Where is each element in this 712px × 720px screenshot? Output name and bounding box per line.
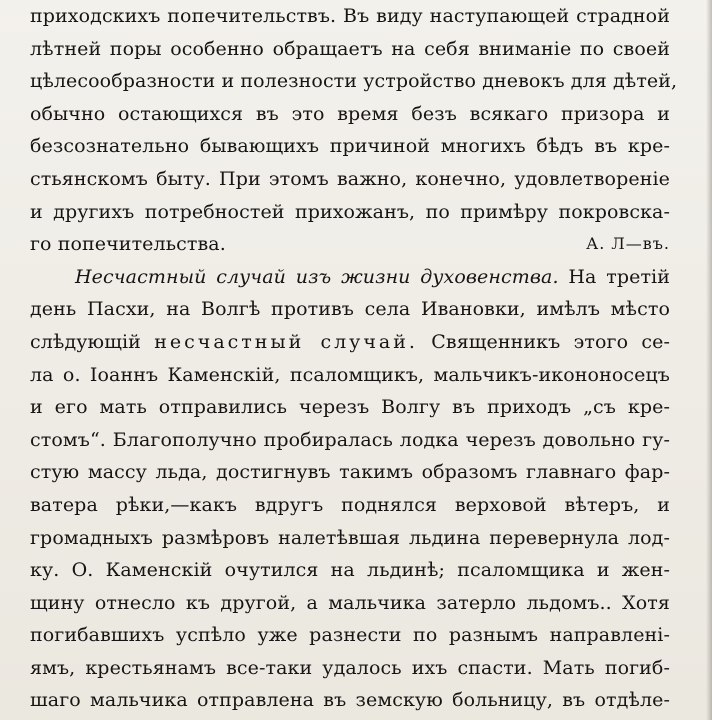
text-fragment: Священникъ этого се-: [431, 330, 671, 353]
text-line: ла о. Іоаннъ Каменскій, псаломщикъ, мальчикъ-икононосецъ: [30, 363, 670, 386]
author-signature: А. Л—въ.: [586, 234, 670, 254]
text-line: ямъ, крестьянамъ все-таки удалось ихъ спасти. Мать погиб-: [30, 656, 670, 679]
text-line: обычно остающихся въ это время безъ всякаго призора и: [30, 102, 670, 125]
text-line: и другихъ потребностей прихожанъ, по примѣру покровска-: [30, 200, 670, 223]
section-title: Несчастный случай изъ жизни духовенства.: [75, 265, 559, 288]
text-line: приходскихъ попечительствъ. Въ виду наступающей страдной: [30, 5, 670, 27]
spaced-emphasis: несчастный случай.: [154, 330, 418, 353]
text-line: погибавшихъ успѣло уже разнести по разнымъ направлені-: [30, 624, 670, 647]
text-line: и его мать отправились черезъ Волгу въ приходъ „съ кре-: [30, 396, 670, 419]
text-line: день Пасхи, на Волгѣ противъ села Ивановки, имѣлъ мѣсто: [30, 298, 670, 321]
text-line-end: го попечительства.: [30, 233, 226, 256]
text-line: стьянскомъ быту. При этомъ важно, конечно, удовлетвореніе: [30, 167, 670, 190]
text-line: стомъ“. Благополучно пробиралась лодка черезъ довольно гу-: [30, 428, 670, 451]
text-fragment: слѣдующій: [30, 330, 141, 353]
text-line: лѣтней поры особенно обращаетъ на себя вниманіе по своей: [30, 37, 670, 60]
text-line: шаго мальчика отправлена въ земскую больницу, въ отдѣле-: [30, 689, 670, 712]
section-heading-line: [30, 261, 670, 294]
page-edge-shadow: [706, 0, 712, 720]
text-line: щину отнесло къ другой, а мальчика затерло льдомъ.. Хотя: [30, 591, 670, 614]
text-body: [30, 0, 678, 717]
text-line: ку. О. Каменскій очутился на льдинѣ; псаломщика и жен-: [30, 559, 670, 582]
section-title-tail: На третій: [568, 265, 671, 288]
text-line-with-signature: [30, 228, 670, 261]
text-line: ватера рѣки,—какъ вдругъ поднялся верховой вѣтеръ, и: [30, 493, 670, 516]
text-line: громадныхъ размѣровъ налетѣвшая льдина перевернула лод-: [30, 526, 670, 549]
text-line: цѣлесообразности и полезности устройство дневокъ для дѣтей,: [30, 70, 678, 93]
text-line: стую массу льда, достигнувъ такимъ образомъ главнаго фар-: [30, 461, 670, 484]
text-line-spaced: [30, 326, 670, 359]
text-line: безсознательно бывающихъ причиной многихъ бѣдъ въ кре-: [30, 135, 670, 158]
